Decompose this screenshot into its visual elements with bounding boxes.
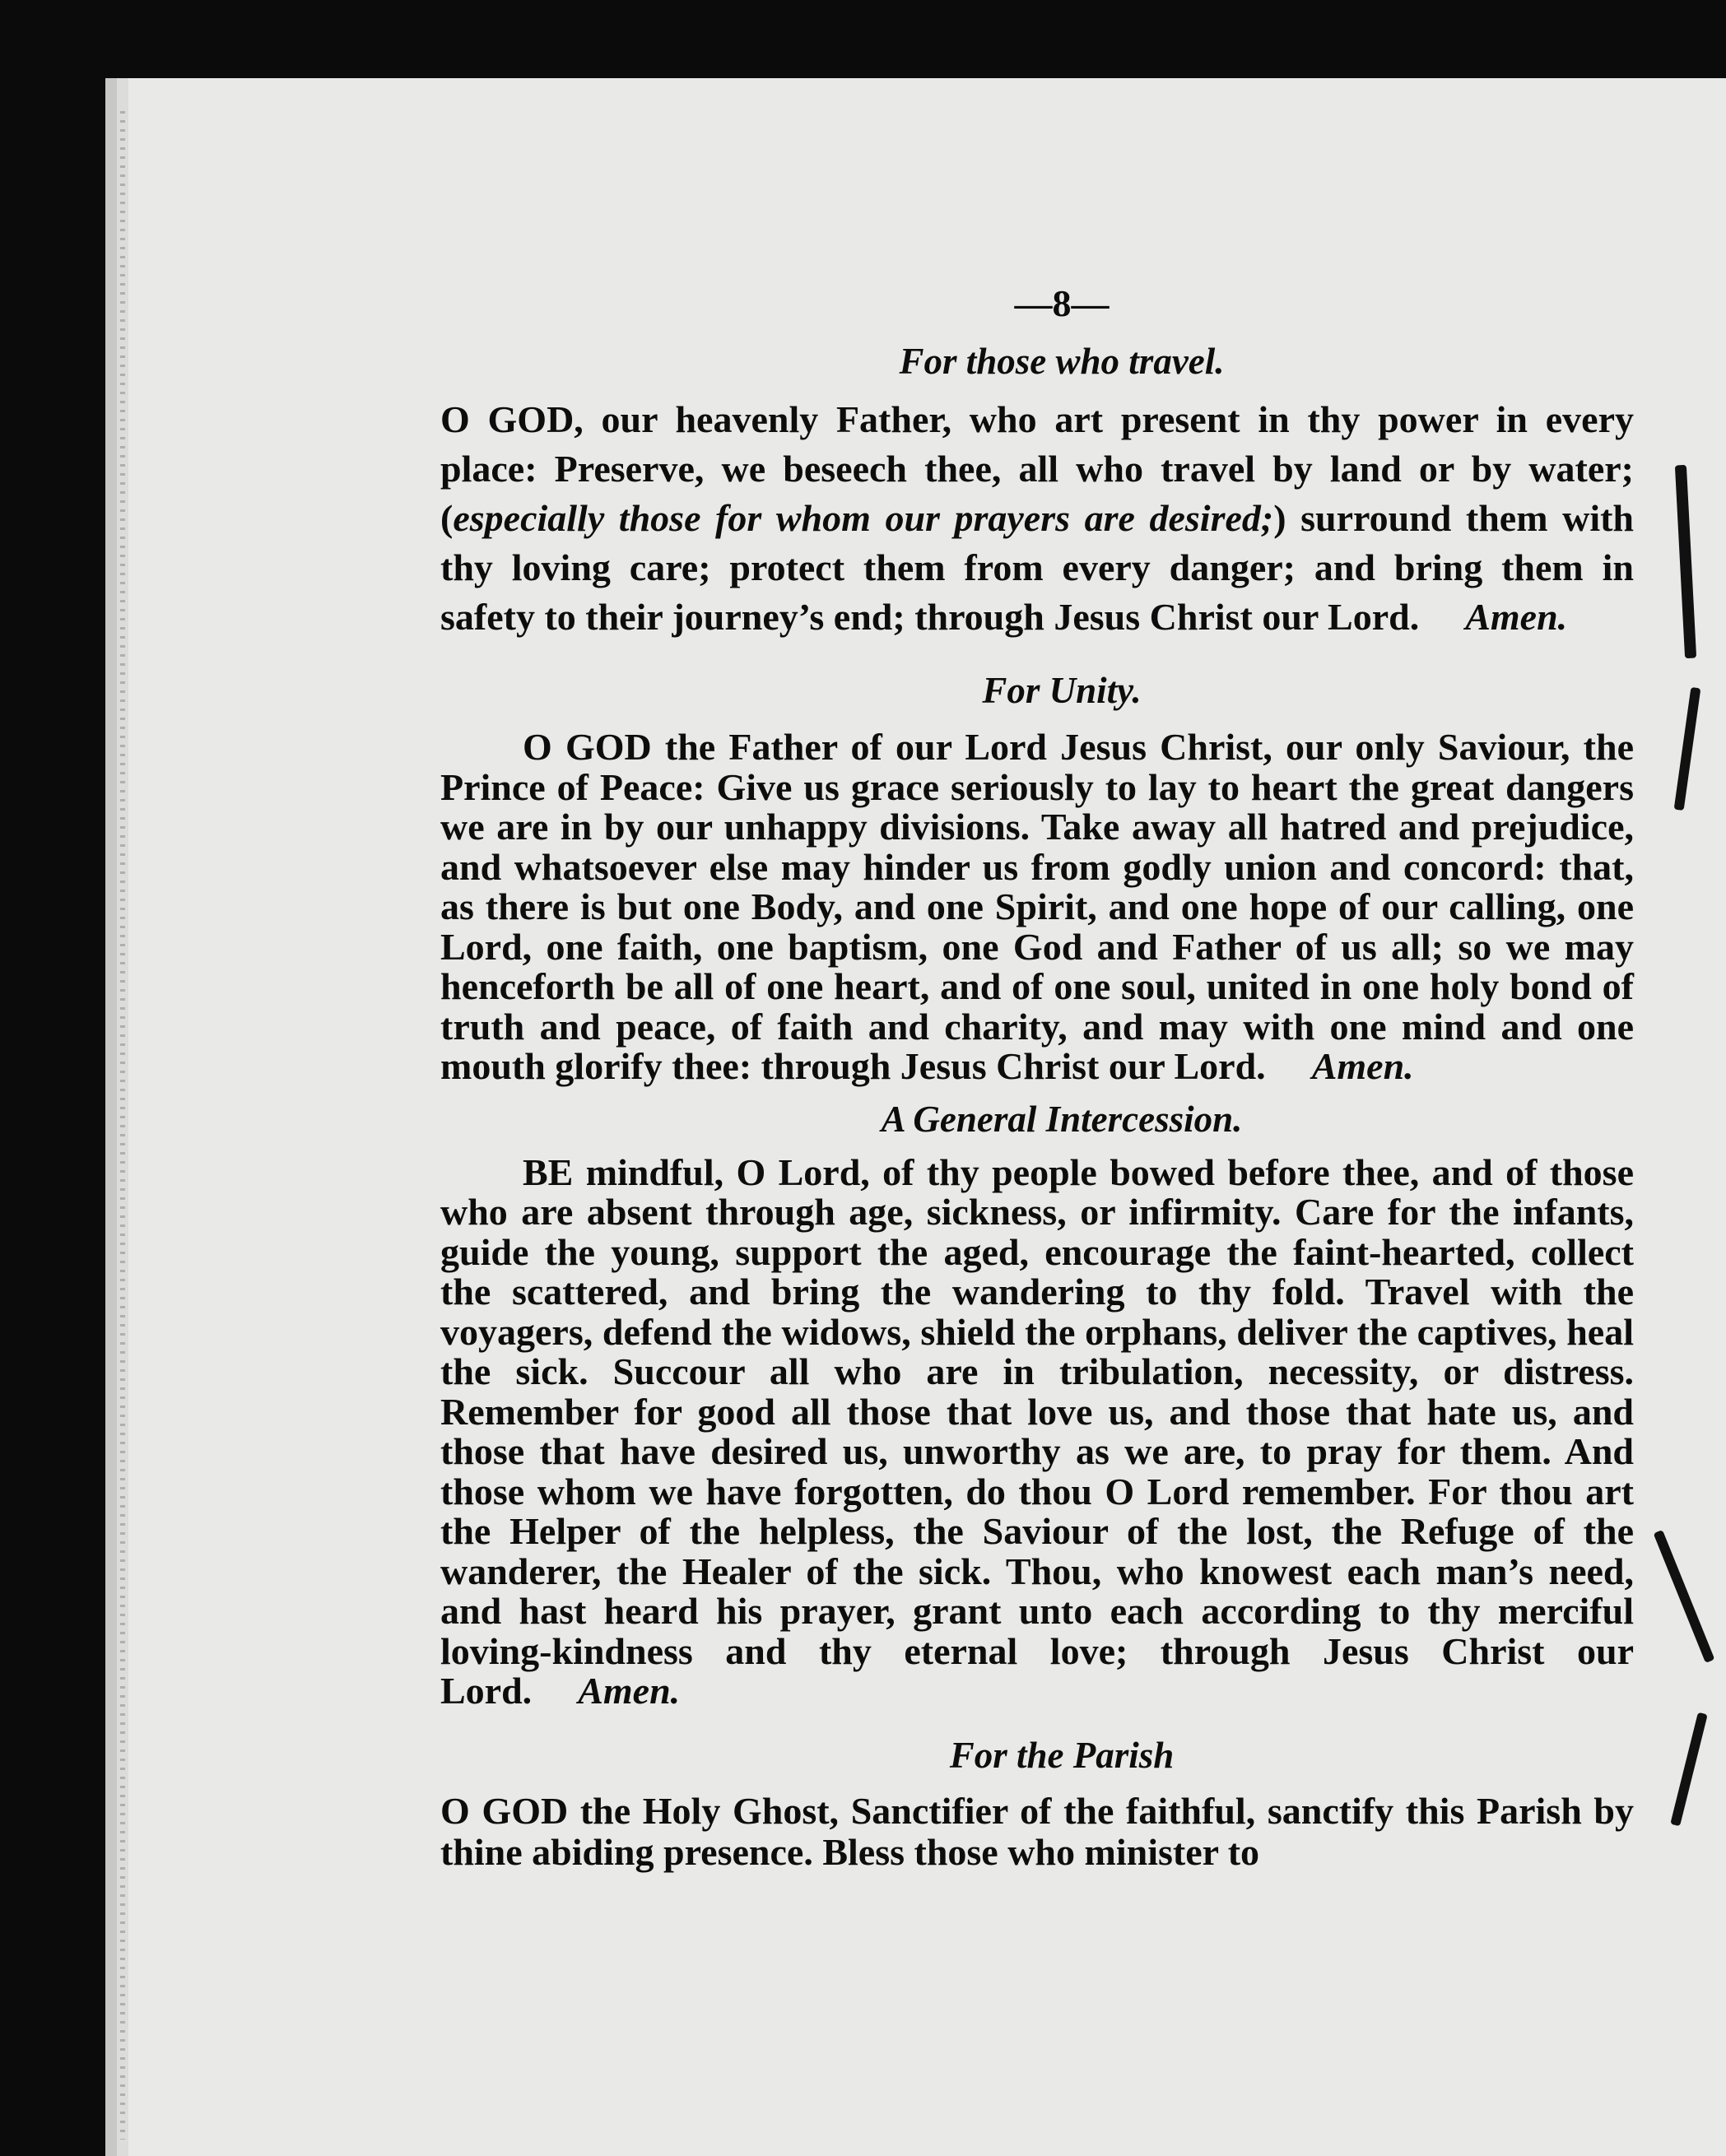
page-number: —8— <box>1014 282 1110 324</box>
prayer-travel-italic: especially those for whom our prayers are desired; <box>453 497 1274 539</box>
book-page <box>105 78 1726 2156</box>
prayer-travel-text: O GOD, our heavenly Father, who art present in thy power in every place: Preserve, we beseech thee, all who travel by land or by water; ( <box>440 398 1634 539</box>
amen: Amen. <box>578 1670 681 1712</box>
prayer-parish <box>440 1791 1634 1873</box>
section-heading-unity: For Unity. <box>982 670 1142 711</box>
section-heading-intercession: A General Intercession. <box>881 1098 1243 1140</box>
page-column <box>440 280 1634 1873</box>
margin-mark <box>1675 465 1696 658</box>
prayer-intercession <box>440 1150 1634 1712</box>
margin-mark <box>1674 687 1701 811</box>
prayer-unity <box>440 727 1634 1087</box>
section-heading-travel: For those who travel. <box>899 341 1225 382</box>
margin-mark <box>1654 1530 1715 1663</box>
amen: Amen. <box>1311 1045 1414 1087</box>
prayer-unity-text: O GOD the Father of our Lord Jesus Christ, our only Saviour, the Prince of Peace: Give us grace seriously to lay to heart the great dangers we are in by our unhappy divisions. Take away all hatred and prejudice, and whatsoever else may hinder us from godly union and concord: that, as there is but one Body, and one Spirit, and one hope of our calling, one Lord, one faith, one baptism, one God and Father of us all; so we may henceforth be all of one heart, and of one soul, united in one holy bond of truth and peace, of faith and charity, and may with one mind and one mouth glorify thee: through Jesus Christ our Lord. <box>440 726 1634 1087</box>
section-heading-parish: For the Parish <box>949 1734 1175 1776</box>
amen: Amen. <box>1465 596 1568 638</box>
prayer-travel-text-end: ) surround them with thy loving care; protect them from every danger; and bring them in safety to their journey’s end; through Jesus Christ our Lord. <box>440 497 1635 638</box>
prayer-parish-text: O GOD the Holy Ghost, Sanctifier of the faithful, sanctify this Parish by thine abiding presence. Bless those who minister to <box>440 1789 1634 1873</box>
prayer-intercession-text: BE mindful, O Lord, of thy people bowed before thee, and of those who are absent through age, sickness, or infirmity. Care for the infants, guide the young, support the aged, encourage the faint-hearted, collect the scattered, and bring the wandering to thy fold. Travel with the voyagers, defend the widows, shield the orphans, deliver the captives, heal the sick. Succour all who are in tribulation, necessity, or distress. Remember for good all those that love us, and those that hate us, and those that have desired us, unworthy as we are, to pray for them. And those whom we have forgotten, do thou O Lord remember. For thou art the Helper of the helpless, the Saviour of the lost, the Refuge of the wanderer, the Healer of the sick. Thou, who knowest each man’s need, and hast heard his prayer, grant unto each according to thy merciful loving-kindness and thy eternal love; through Jesus Christ our Lord. <box>440 1150 1634 1712</box>
prayer-travel <box>440 395 1634 642</box>
margin-mark <box>1670 1712 1708 1827</box>
